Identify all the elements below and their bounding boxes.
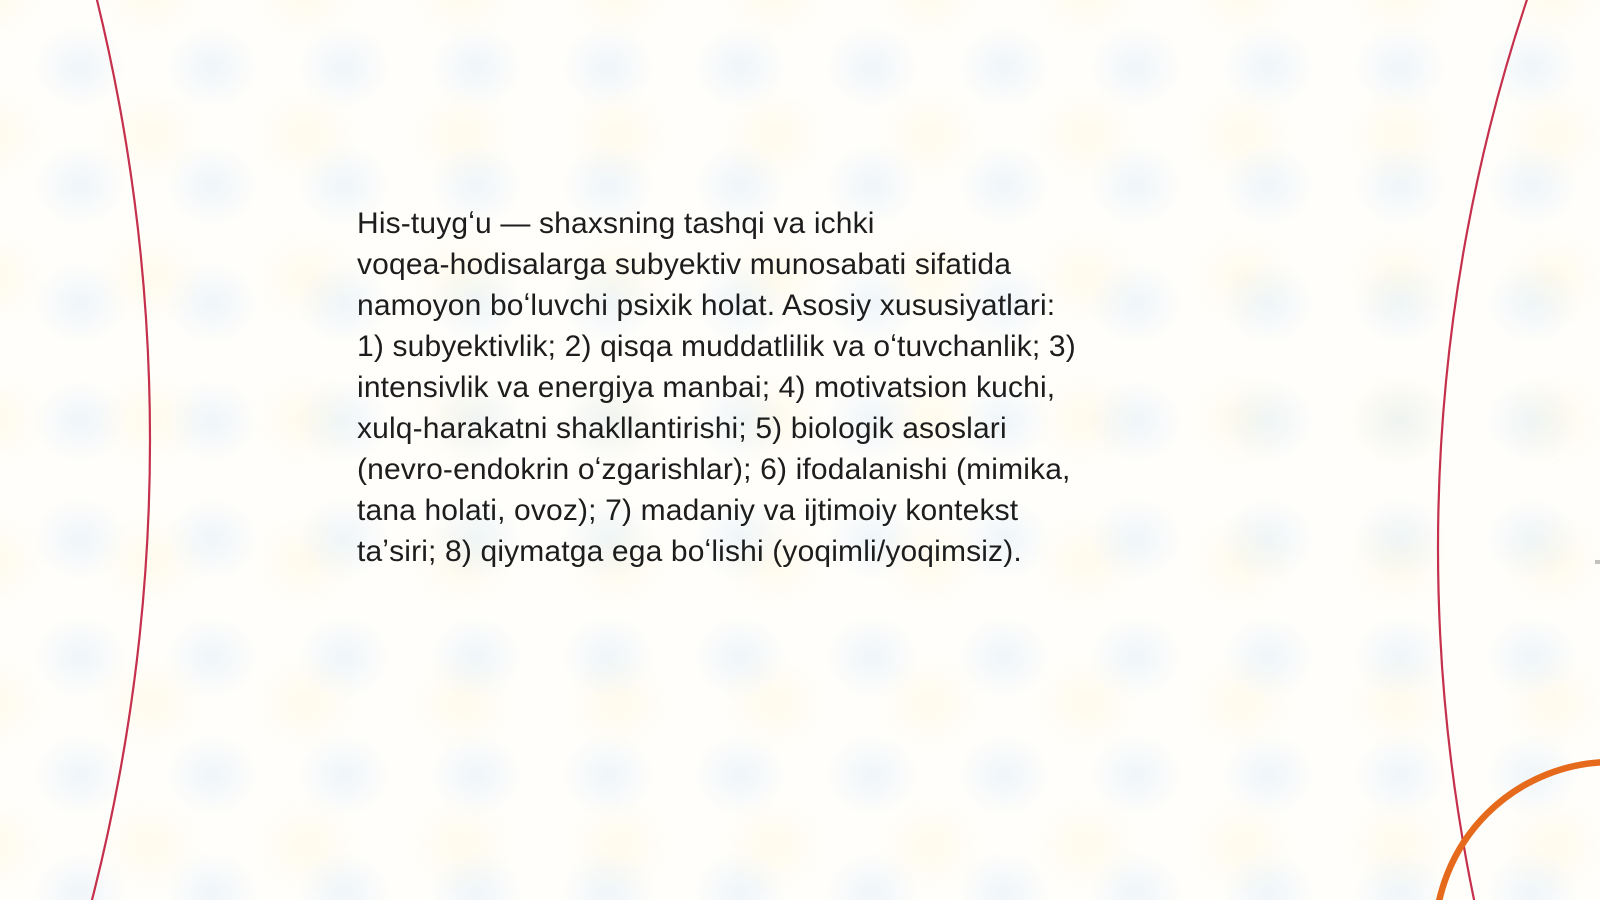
paragraph-line-5: intensivlik va energiya manbai; 4) motivatsion kuchi, xyxy=(357,371,1056,404)
paragraph-line-2: voqea-hodisalarga subyektiv munosabati sifatida xyxy=(357,248,1012,281)
paragraph-line-7: (nevro-endokrin oʻzgarishlar); 6) ifodalanishi (mimika, xyxy=(357,453,1071,486)
paragraph-line-9: taʼsiri; 8) qiymatga ega boʻlishi (yoqimli/yoqimsiz). xyxy=(357,535,1022,568)
right-edge-mark xyxy=(1595,560,1600,564)
slide-paragraph xyxy=(357,203,1076,572)
left-red-curve-decoration xyxy=(0,0,150,900)
paragraph-line-6: xulq-harakatni shakllantirishi; 5) biologik asoslari xyxy=(357,412,1007,445)
paragraph-line-3: namoyon boʻluvchi psixik holat. Asosiy xususiyatlari: xyxy=(357,289,1056,322)
paragraph-line-4: 1) subyektivlik; 2) qisqa muddatlilik va oʻtuvchanlik; 3) xyxy=(357,330,1076,363)
paragraph-line-1: His-tuygʻu — shaxsning tashqi va ichki xyxy=(357,207,875,240)
paragraph-line-8: tana holati, ovoz); 7) madaniy va ijtimoiy kontekst xyxy=(357,494,1019,527)
orange-circle-decoration xyxy=(1435,762,1600,900)
